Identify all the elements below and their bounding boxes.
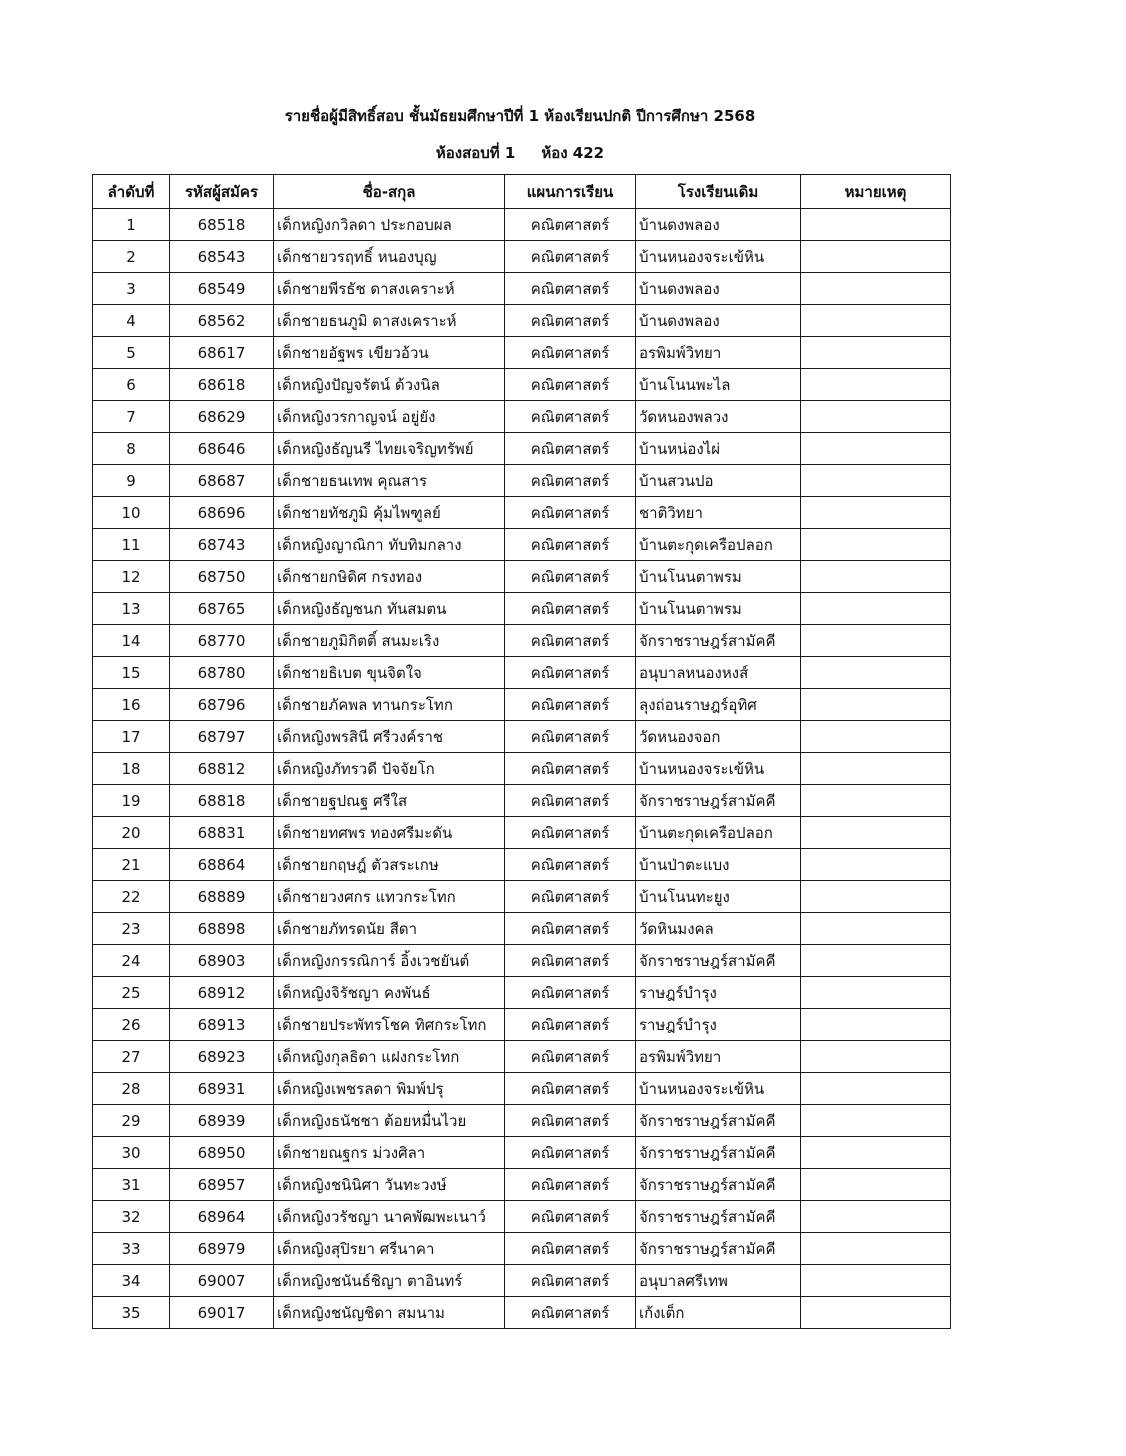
remarks-cell: [801, 1073, 951, 1105]
order-cell: 13: [93, 593, 170, 625]
table-row: [93, 1265, 951, 1297]
study-plan-cell: คณิตศาสตร์: [505, 433, 636, 465]
column-header-remarks: หมายเหตุ: [801, 175, 951, 209]
applicant-id-cell: 68939: [170, 1105, 274, 1137]
previous-school-cell: วัดหินมงคล: [636, 913, 801, 945]
table-row: [93, 497, 951, 529]
table-row: [93, 1073, 951, 1105]
previous-school-cell: จักราชราษฎร์สามัคคี: [636, 785, 801, 817]
table-row: [93, 273, 951, 305]
order-cell: 8: [93, 433, 170, 465]
applicant-id-cell: 68562: [170, 305, 274, 337]
applicant-id-cell: 68979: [170, 1233, 274, 1265]
applicant-id-cell: 68780: [170, 657, 274, 689]
full-name-cell: เด็กหญิงปัญจรัตน์ ด้วงนิล: [274, 369, 505, 401]
remarks-cell: [801, 305, 951, 337]
order-cell: 15: [93, 657, 170, 689]
remarks-cell: [801, 593, 951, 625]
remarks-cell: [801, 817, 951, 849]
table-row: [93, 913, 951, 945]
full-name-cell: เด็กหญิงชนันธ์ชิญา ตาอินทร์: [274, 1265, 505, 1297]
table-row: [93, 1201, 951, 1233]
previous-school-cell: ราษฎร์บำรุง: [636, 1009, 801, 1041]
full-name-cell: เด็กหญิงธัญชนก ทันสมตน: [274, 593, 505, 625]
table-row: [93, 721, 951, 753]
applicant-id-cell: 68950: [170, 1137, 274, 1169]
order-cell: 35: [93, 1297, 170, 1329]
previous-school-cell: ชาติวิทยา: [636, 497, 801, 529]
study-plan-cell: คณิตศาสตร์: [505, 369, 636, 401]
table-row: [93, 529, 951, 561]
applicant-id-cell: 68818: [170, 785, 274, 817]
applicant-id-cell: 68912: [170, 977, 274, 1009]
table-row: [93, 241, 951, 273]
previous-school-cell: บ้านสวนปอ: [636, 465, 801, 497]
remarks-cell: [801, 401, 951, 433]
full-name-cell: เด็กชายทศพร ทองศรีมะดัน: [274, 817, 505, 849]
study-plan-cell: คณิตศาสตร์: [505, 1169, 636, 1201]
applicant-id-cell: 68964: [170, 1201, 274, 1233]
full-name-cell: เด็กชายประพัทรโชค ทิศกระโทก: [274, 1009, 505, 1041]
full-name-cell: เด็กชายณฐกร ม่วงศิลา: [274, 1137, 505, 1169]
full-name-cell: เด็กชายกฤษฎ์ ตัวสระเกษ: [274, 849, 505, 881]
page-subtitle: [0, 143, 1040, 163]
previous-school-cell: จักราชราษฎร์สามัคคี: [636, 1233, 801, 1265]
applicant-id-cell: 68864: [170, 849, 274, 881]
applicant-id-cell: 68913: [170, 1009, 274, 1041]
applicant-id-cell: 68957: [170, 1169, 274, 1201]
previous-school-cell: ราษฎร์บำรุง: [636, 977, 801, 1009]
study-plan-cell: คณิตศาสตร์: [505, 497, 636, 529]
study-plan-cell: คณิตศาสตร์: [505, 273, 636, 305]
applicant-id-cell: 68765: [170, 593, 274, 625]
study-plan-cell: คณิตศาสตร์: [505, 1137, 636, 1169]
table-row: [93, 337, 951, 369]
study-plan-cell: คณิตศาสตร์: [505, 1297, 636, 1329]
applicant-id-cell: 68618: [170, 369, 274, 401]
order-cell: 16: [93, 689, 170, 721]
remarks-cell: [801, 689, 951, 721]
full-name-cell: เด็กหญิงพรสินี ศรีวงค์ราช: [274, 721, 505, 753]
full-name-cell: เด็กหญิงเพชรลดา พิมพ์ปรุ: [274, 1073, 505, 1105]
full-name-cell: เด็กชายทัชภูมิ คุ้มไพฑูลย์: [274, 497, 505, 529]
table-row: [93, 945, 951, 977]
room-label: ห้อง 422: [541, 144, 605, 162]
study-plan-cell: คณิตศาสตร์: [505, 849, 636, 881]
remarks-cell: [801, 209, 951, 241]
full-name-cell: เด็กชายธิเบต ขุนจิตใจ: [274, 657, 505, 689]
study-plan-cell: คณิตศาสตร์: [505, 913, 636, 945]
remarks-cell: [801, 561, 951, 593]
previous-school-cell: จักราชราษฎร์สามัคคี: [636, 945, 801, 977]
table-row: [93, 817, 951, 849]
study-plan-cell: คณิตศาสตร์: [505, 593, 636, 625]
full-name-cell: เด็กหญิงญาณิกา ทับทิมกลาง: [274, 529, 505, 561]
order-cell: 29: [93, 1105, 170, 1137]
applicant-id-cell: 68629: [170, 401, 274, 433]
study-plan-cell: คณิตศาสตร์: [505, 689, 636, 721]
previous-school-cell: บ้านโนนตาพรม: [636, 561, 801, 593]
full-name-cell: เด็กหญิงธัญนรี ไทยเจริญทรัพย์: [274, 433, 505, 465]
table-row: [93, 433, 951, 465]
full-name-cell: เด็กหญิงชนัญชิดา สมนาม: [274, 1297, 505, 1329]
applicant-id-cell: 68543: [170, 241, 274, 273]
applicant-id-cell: 68923: [170, 1041, 274, 1073]
study-plan-cell: คณิตศาสตร์: [505, 401, 636, 433]
full-name-cell: เด็กหญิงธนัชชา ต้อยหมื่นไวย: [274, 1105, 505, 1137]
full-name-cell: เด็กหญิงจิรัชญา คงพันธ์: [274, 977, 505, 1009]
previous-school-cell: จักราชราษฎร์สามัคคี: [636, 1137, 801, 1169]
order-cell: 11: [93, 529, 170, 561]
table-row: [93, 1233, 951, 1265]
order-cell: 31: [93, 1169, 170, 1201]
order-cell: 2: [93, 241, 170, 273]
order-cell: 33: [93, 1233, 170, 1265]
remarks-cell: [801, 1169, 951, 1201]
previous-school-cell: บ้านดงพลอง: [636, 305, 801, 337]
remarks-cell: [801, 1009, 951, 1041]
full-name-cell: เด็กหญิงภัทรวดี ปัจจัยโก: [274, 753, 505, 785]
previous-school-cell: บ้านดงพลอง: [636, 273, 801, 305]
remarks-cell: [801, 273, 951, 305]
table-body: [93, 209, 951, 1329]
study-plan-cell: คณิตศาสตร์: [505, 1201, 636, 1233]
table-row: [93, 1297, 951, 1329]
previous-school-cell: บ้านหนองจระเข้หิน: [636, 1073, 801, 1105]
order-cell: 19: [93, 785, 170, 817]
full-name-cell: เด็กหญิงกรรณิการ์ อิ้งเวชยันต์: [274, 945, 505, 977]
column-header-previous-school: โรงเรียนเดิม: [636, 175, 801, 209]
order-cell: 23: [93, 913, 170, 945]
study-plan-cell: คณิตศาสตร์: [505, 529, 636, 561]
study-plan-cell: คณิตศาสตร์: [505, 945, 636, 977]
full-name-cell: เด็กชายภัทรดนัย สีดา: [274, 913, 505, 945]
study-plan-cell: คณิตศาสตร์: [505, 721, 636, 753]
applicant-id-cell: 68770: [170, 625, 274, 657]
remarks-cell: [801, 1137, 951, 1169]
order-cell: 4: [93, 305, 170, 337]
order-cell: 27: [93, 1041, 170, 1073]
previous-school-cell: บ้านตะกุดเครือปลอก: [636, 817, 801, 849]
remarks-cell: [801, 753, 951, 785]
table-row: [93, 1169, 951, 1201]
remarks-cell: [801, 721, 951, 753]
order-cell: 10: [93, 497, 170, 529]
full-name-cell: เด็กหญิงวรกาญจน์ อยู่ยัง: [274, 401, 505, 433]
full-name-cell: เด็กชายวรฤทธิ์ หนองบุญ: [274, 241, 505, 273]
full-name-cell: เด็กชายธนเทพ คุณสาร: [274, 465, 505, 497]
full-name-cell: เด็กชายภูมิกิตติ์ สนมะเริง: [274, 625, 505, 657]
applicant-id-cell: 68931: [170, 1073, 274, 1105]
order-cell: 30: [93, 1137, 170, 1169]
full-name-cell: เด็กชายภัคพล ทานกระโทก: [274, 689, 505, 721]
order-cell: 28: [93, 1073, 170, 1105]
previous-school-cell: อรพิมพ์วิทยา: [636, 1041, 801, 1073]
study-plan-cell: คณิตศาสตร์: [505, 1265, 636, 1297]
remarks-cell: [801, 337, 951, 369]
order-cell: 7: [93, 401, 170, 433]
remarks-cell: [801, 881, 951, 913]
previous-school-cell: วัดหนองจอก: [636, 721, 801, 753]
table-row: [93, 1137, 951, 1169]
order-cell: 21: [93, 849, 170, 881]
table-row: [93, 209, 951, 241]
remarks-cell: [801, 369, 951, 401]
remarks-cell: [801, 1297, 951, 1329]
table-row: [93, 305, 951, 337]
study-plan-cell: คณิตศาสตร์: [505, 465, 636, 497]
study-plan-cell: คณิตศาสตร์: [505, 305, 636, 337]
study-plan-cell: คณิตศาสตร์: [505, 561, 636, 593]
previous-school-cell: บ้านหนองจระเข้หิน: [636, 753, 801, 785]
full-name-cell: เด็กชายกษิดิศ กรงทอง: [274, 561, 505, 593]
order-cell: 5: [93, 337, 170, 369]
applicant-id-cell: 68750: [170, 561, 274, 593]
study-plan-cell: คณิตศาสตร์: [505, 337, 636, 369]
remarks-cell: [801, 977, 951, 1009]
previous-school-cell: บ้านโนนทะยูง: [636, 881, 801, 913]
order-cell: 22: [93, 881, 170, 913]
table-row: [93, 689, 951, 721]
table-row: [93, 561, 951, 593]
study-plan-cell: คณิตศาสตร์: [505, 1105, 636, 1137]
remarks-cell: [801, 1201, 951, 1233]
previous-school-cell: จักราชราษฎร์สามัคคี: [636, 1169, 801, 1201]
remarks-cell: [801, 945, 951, 977]
remarks-cell: [801, 1265, 951, 1297]
study-plan-cell: คณิตศาสตร์: [505, 657, 636, 689]
study-plan-cell: คณิตศาสตร์: [505, 977, 636, 1009]
full-name-cell: เด็กหญิงสุปิรยา ศรีนาคา: [274, 1233, 505, 1265]
table-header-row: [93, 175, 951, 209]
order-cell: 14: [93, 625, 170, 657]
study-plan-cell: คณิตศาสตร์: [505, 753, 636, 785]
applicant-id-cell: 68889: [170, 881, 274, 913]
applicant-id-cell: 68743: [170, 529, 274, 561]
applicant-id-cell: 68898: [170, 913, 274, 945]
study-plan-cell: คณิตศาสตร์: [505, 625, 636, 657]
order-cell: 17: [93, 721, 170, 753]
remarks-cell: [801, 241, 951, 273]
study-plan-cell: คณิตศาสตร์: [505, 881, 636, 913]
order-cell: 25: [93, 977, 170, 1009]
remarks-cell: [801, 849, 951, 881]
study-plan-cell: คณิตศาสตร์: [505, 1009, 636, 1041]
previous-school-cell: จักราชราษฎร์สามัคคี: [636, 1105, 801, 1137]
candidate-table: [92, 174, 951, 1329]
table-row: [93, 977, 951, 1009]
previous-school-cell: ลุงถ่อนราษฎร์อุทิศ: [636, 689, 801, 721]
applicant-id-cell: 68831: [170, 817, 274, 849]
table-row: [93, 785, 951, 817]
study-plan-cell: คณิตศาสตร์: [505, 209, 636, 241]
applicant-id-cell: 68687: [170, 465, 274, 497]
previous-school-cell: บ้านตะกุดเครือปลอก: [636, 529, 801, 561]
applicant-id-cell: 68518: [170, 209, 274, 241]
study-plan-cell: คณิตศาสตร์: [505, 1233, 636, 1265]
full-name-cell: เด็กชายวงศกร แทวกระโทก: [274, 881, 505, 913]
exam-room-label: ห้องสอบที่ 1: [435, 144, 516, 162]
table-row: [93, 625, 951, 657]
previous-school-cell: อรพิมพ์วิทยา: [636, 337, 801, 369]
column-header-order: ลำดับที่: [93, 175, 170, 209]
applicant-id-cell: 68812: [170, 753, 274, 785]
table-row: [93, 465, 951, 497]
previous-school-cell: อนุบาลหนองหงส์: [636, 657, 801, 689]
table-row: [93, 369, 951, 401]
remarks-cell: [801, 785, 951, 817]
table-row: [93, 881, 951, 913]
full-name-cell: เด็กชายพีรธัช ดาสงเคราะห์: [274, 273, 505, 305]
previous-school-cell: วัดหนองพลวง: [636, 401, 801, 433]
remarks-cell: [801, 657, 951, 689]
study-plan-cell: คณิตศาสตร์: [505, 785, 636, 817]
order-cell: 24: [93, 945, 170, 977]
order-cell: 20: [93, 817, 170, 849]
applicant-id-cell: 68549: [170, 273, 274, 305]
remarks-cell: [801, 913, 951, 945]
previous-school-cell: บ้านโนนพะไล: [636, 369, 801, 401]
remarks-cell: [801, 433, 951, 465]
study-plan-cell: คณิตศาสตร์: [505, 1073, 636, 1105]
table-row: [93, 1041, 951, 1073]
order-cell: 12: [93, 561, 170, 593]
full-name-cell: เด็กหญิงกุลธิดา แฝงกระโทก: [274, 1041, 505, 1073]
previous-school-cell: จักราชราษฎร์สามัคคี: [636, 625, 801, 657]
order-cell: 9: [93, 465, 170, 497]
full-name-cell: เด็กหญิงวรัชญา นาคพัฒพะเนาว์: [274, 1201, 505, 1233]
previous-school-cell: บ้านหนองจระเข้หิน: [636, 241, 801, 273]
previous-school-cell: อนุบาลศรีเทพ: [636, 1265, 801, 1297]
previous-school-cell: บ้านดงพลอง: [636, 209, 801, 241]
table-row: [93, 593, 951, 625]
full-name-cell: เด็กชายธนภูมิ ดาสงเคราะห์: [274, 305, 505, 337]
applicant-id-cell: 68696: [170, 497, 274, 529]
remarks-cell: [801, 1233, 951, 1265]
applicant-id-cell: 68903: [170, 945, 274, 977]
order-cell: 26: [93, 1009, 170, 1041]
applicant-id-cell: 68796: [170, 689, 274, 721]
previous-school-cell: บ้านหน่องไผ่: [636, 433, 801, 465]
page-title: รายชื่อผู้มีสิทธิ์สอบ ชั้นมัธยมศึกษาปีที่ 1 ห้องเรียนปกติ ปีการศึกษา 2568: [284, 107, 756, 125]
table-row: [93, 657, 951, 689]
remarks-cell: [801, 497, 951, 529]
table-row: [93, 1009, 951, 1041]
table-row: [93, 753, 951, 785]
column-header-full-name: ชื่อ-สกุล: [274, 175, 505, 209]
applicant-id-cell: 69017: [170, 1297, 274, 1329]
order-cell: 3: [93, 273, 170, 305]
remarks-cell: [801, 465, 951, 497]
applicant-id-cell: 68617: [170, 337, 274, 369]
study-plan-cell: คณิตศาสตร์: [505, 817, 636, 849]
order-cell: 1: [93, 209, 170, 241]
applicant-id-cell: 69007: [170, 1265, 274, 1297]
applicant-id-cell: 68797: [170, 721, 274, 753]
table-row: [93, 1105, 951, 1137]
full-name-cell: เด็กหญิงชนินิศา วันทะวงษ์: [274, 1169, 505, 1201]
full-name-cell: เด็กชายอัฐพร เขียวอ้วน: [274, 337, 505, 369]
order-cell: 18: [93, 753, 170, 785]
study-plan-cell: คณิตศาสตร์: [505, 241, 636, 273]
applicant-id-cell: 68646: [170, 433, 274, 465]
order-cell: 34: [93, 1265, 170, 1297]
table-row: [93, 401, 951, 433]
order-cell: 6: [93, 369, 170, 401]
remarks-cell: [801, 625, 951, 657]
table-row: [93, 849, 951, 881]
study-plan-cell: คณิตศาสตร์: [505, 1041, 636, 1073]
previous-school-cell: จักราชราษฎร์สามัคคี: [636, 1201, 801, 1233]
remarks-cell: [801, 1105, 951, 1137]
full-name-cell: เด็กชายฐปณฐ ศรีใส: [274, 785, 505, 817]
previous-school-cell: เก้งเต็ก: [636, 1297, 801, 1329]
full-name-cell: เด็กหญิงกวิลดา ประกอบผล: [274, 209, 505, 241]
column-header-study-plan: แผนการเรียน: [505, 175, 636, 209]
previous-school-cell: บ้านป่าตะแบง: [636, 849, 801, 881]
remarks-cell: [801, 529, 951, 561]
order-cell: 32: [93, 1201, 170, 1233]
remarks-cell: [801, 1041, 951, 1073]
column-header-applicant-id: รหัสผู้สมัคร: [170, 175, 274, 209]
previous-school-cell: บ้านโนนตาพรม: [636, 593, 801, 625]
